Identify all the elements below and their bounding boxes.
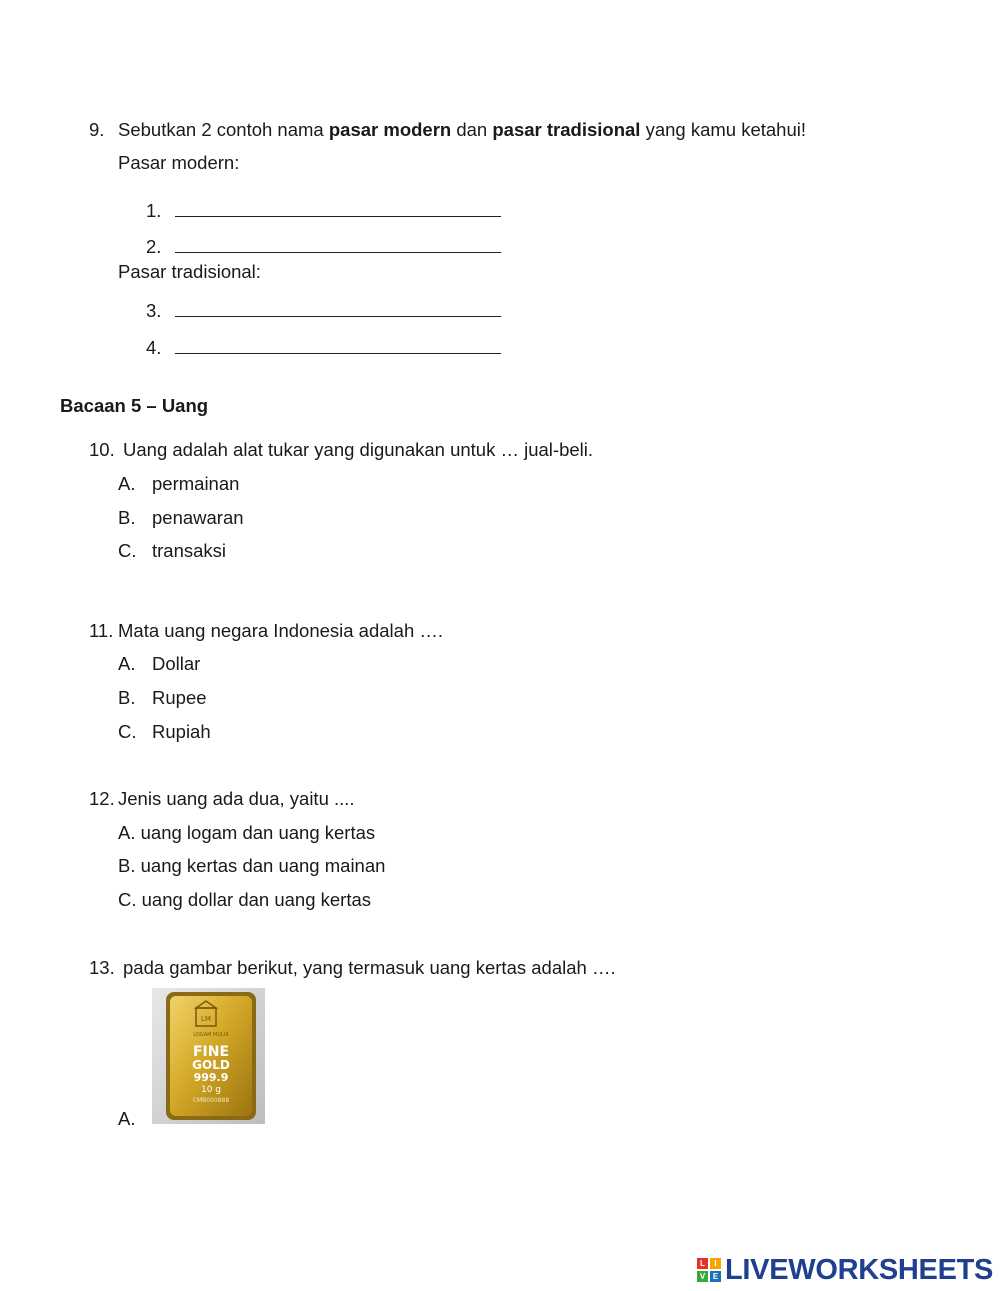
svg-text:999.9: 999.9 <box>193 1071 229 1084</box>
pasar-tradisional-label: Pasar tradisional: <box>118 261 261 282</box>
svg-text:CMB000888: CMB000888 <box>192 1097 230 1104</box>
q9-question: Sebutkan 2 contoh nama pasar modern dan pasar tradisional yang kamu ketahui! <box>118 119 807 140</box>
section-title: Bacaan 5 – Uang <box>60 395 209 416</box>
q11-option-b-text[interactable]: Rupee <box>152 687 207 708</box>
answer-line-4[interactable]: 4. <box>146 335 501 359</box>
pasar-modern-label: Pasar modern: <box>118 152 240 173</box>
svg-text:LOGAM MULIA: LOGAM MULIA <box>193 1032 229 1038</box>
answer-blank[interactable] <box>175 298 501 317</box>
q10-option-b-text[interactable]: penawaran <box>152 507 244 528</box>
q12-option-a[interactable]: A. uang logam dan uang kertas <box>118 822 376 843</box>
q12-option-b[interactable]: B. uang kertas dan uang mainan <box>118 855 386 876</box>
q12-number: 12. <box>89 788 115 809</box>
q13-question: pada gambar berikut, yang termasuk uang kertas adalah …. <box>123 957 616 978</box>
liveworksheets-icon: L I V E <box>697 1258 721 1282</box>
q10-option-c[interactable]: C. <box>118 540 137 561</box>
liveworksheets-wordmark: LIVEWORKSHEETS <box>725 1253 994 1286</box>
q11-option-c-text[interactable]: Rupiah <box>152 721 211 742</box>
q10-question: Uang adalah alat tukar yang digunakan untuk … jual-beli. <box>123 439 594 460</box>
q12-option-c[interactable]: C. uang dollar dan uang kertas <box>118 889 372 910</box>
q11-option-a-text[interactable]: Dollar <box>152 653 201 674</box>
q11-question: Mata uang negara Indonesia adalah …. <box>118 620 444 641</box>
q10-option-a-text[interactable]: permainan <box>152 473 240 494</box>
answer-blank[interactable] <box>175 198 501 217</box>
svg-text:GOLD: GOLD <box>192 1058 230 1072</box>
answer-blank[interactable] <box>175 234 501 253</box>
svg-text:LM: LM <box>201 1015 211 1023</box>
svg-text:FINE: FINE <box>192 1044 230 1060</box>
q10-option-a[interactable]: A. <box>118 473 136 494</box>
liveworksheets-logo <box>697 1255 993 1285</box>
gold-bar-illustration <box>152 988 265 1124</box>
gold-bar-image[interactable] <box>152 988 265 1124</box>
answer-line-1[interactable]: 1. <box>146 198 501 222</box>
svg-text:10 g: 10 g <box>200 1085 222 1095</box>
q9-number: 9. <box>89 119 105 140</box>
q11-number: 11. <box>89 620 114 641</box>
q10-option-b[interactable]: B. <box>118 507 136 528</box>
answer-line-2[interactable]: 2. <box>146 234 501 258</box>
q11-option-b[interactable]: B. <box>118 687 136 708</box>
q10-option-c-text[interactable]: transaksi <box>152 540 227 561</box>
q11-option-c[interactable]: C. <box>118 721 137 742</box>
q13-option-a[interactable]: A. <box>118 1108 136 1129</box>
q12-question: Jenis uang ada dua, yaitu .... <box>118 788 355 809</box>
q13-number: 13. <box>89 957 115 978</box>
q11-option-a[interactable]: A. <box>118 653 136 674</box>
answer-line-3[interactable]: 3. <box>146 298 501 322</box>
answer-blank[interactable] <box>175 335 501 354</box>
q10-number: 10. <box>89 439 115 460</box>
